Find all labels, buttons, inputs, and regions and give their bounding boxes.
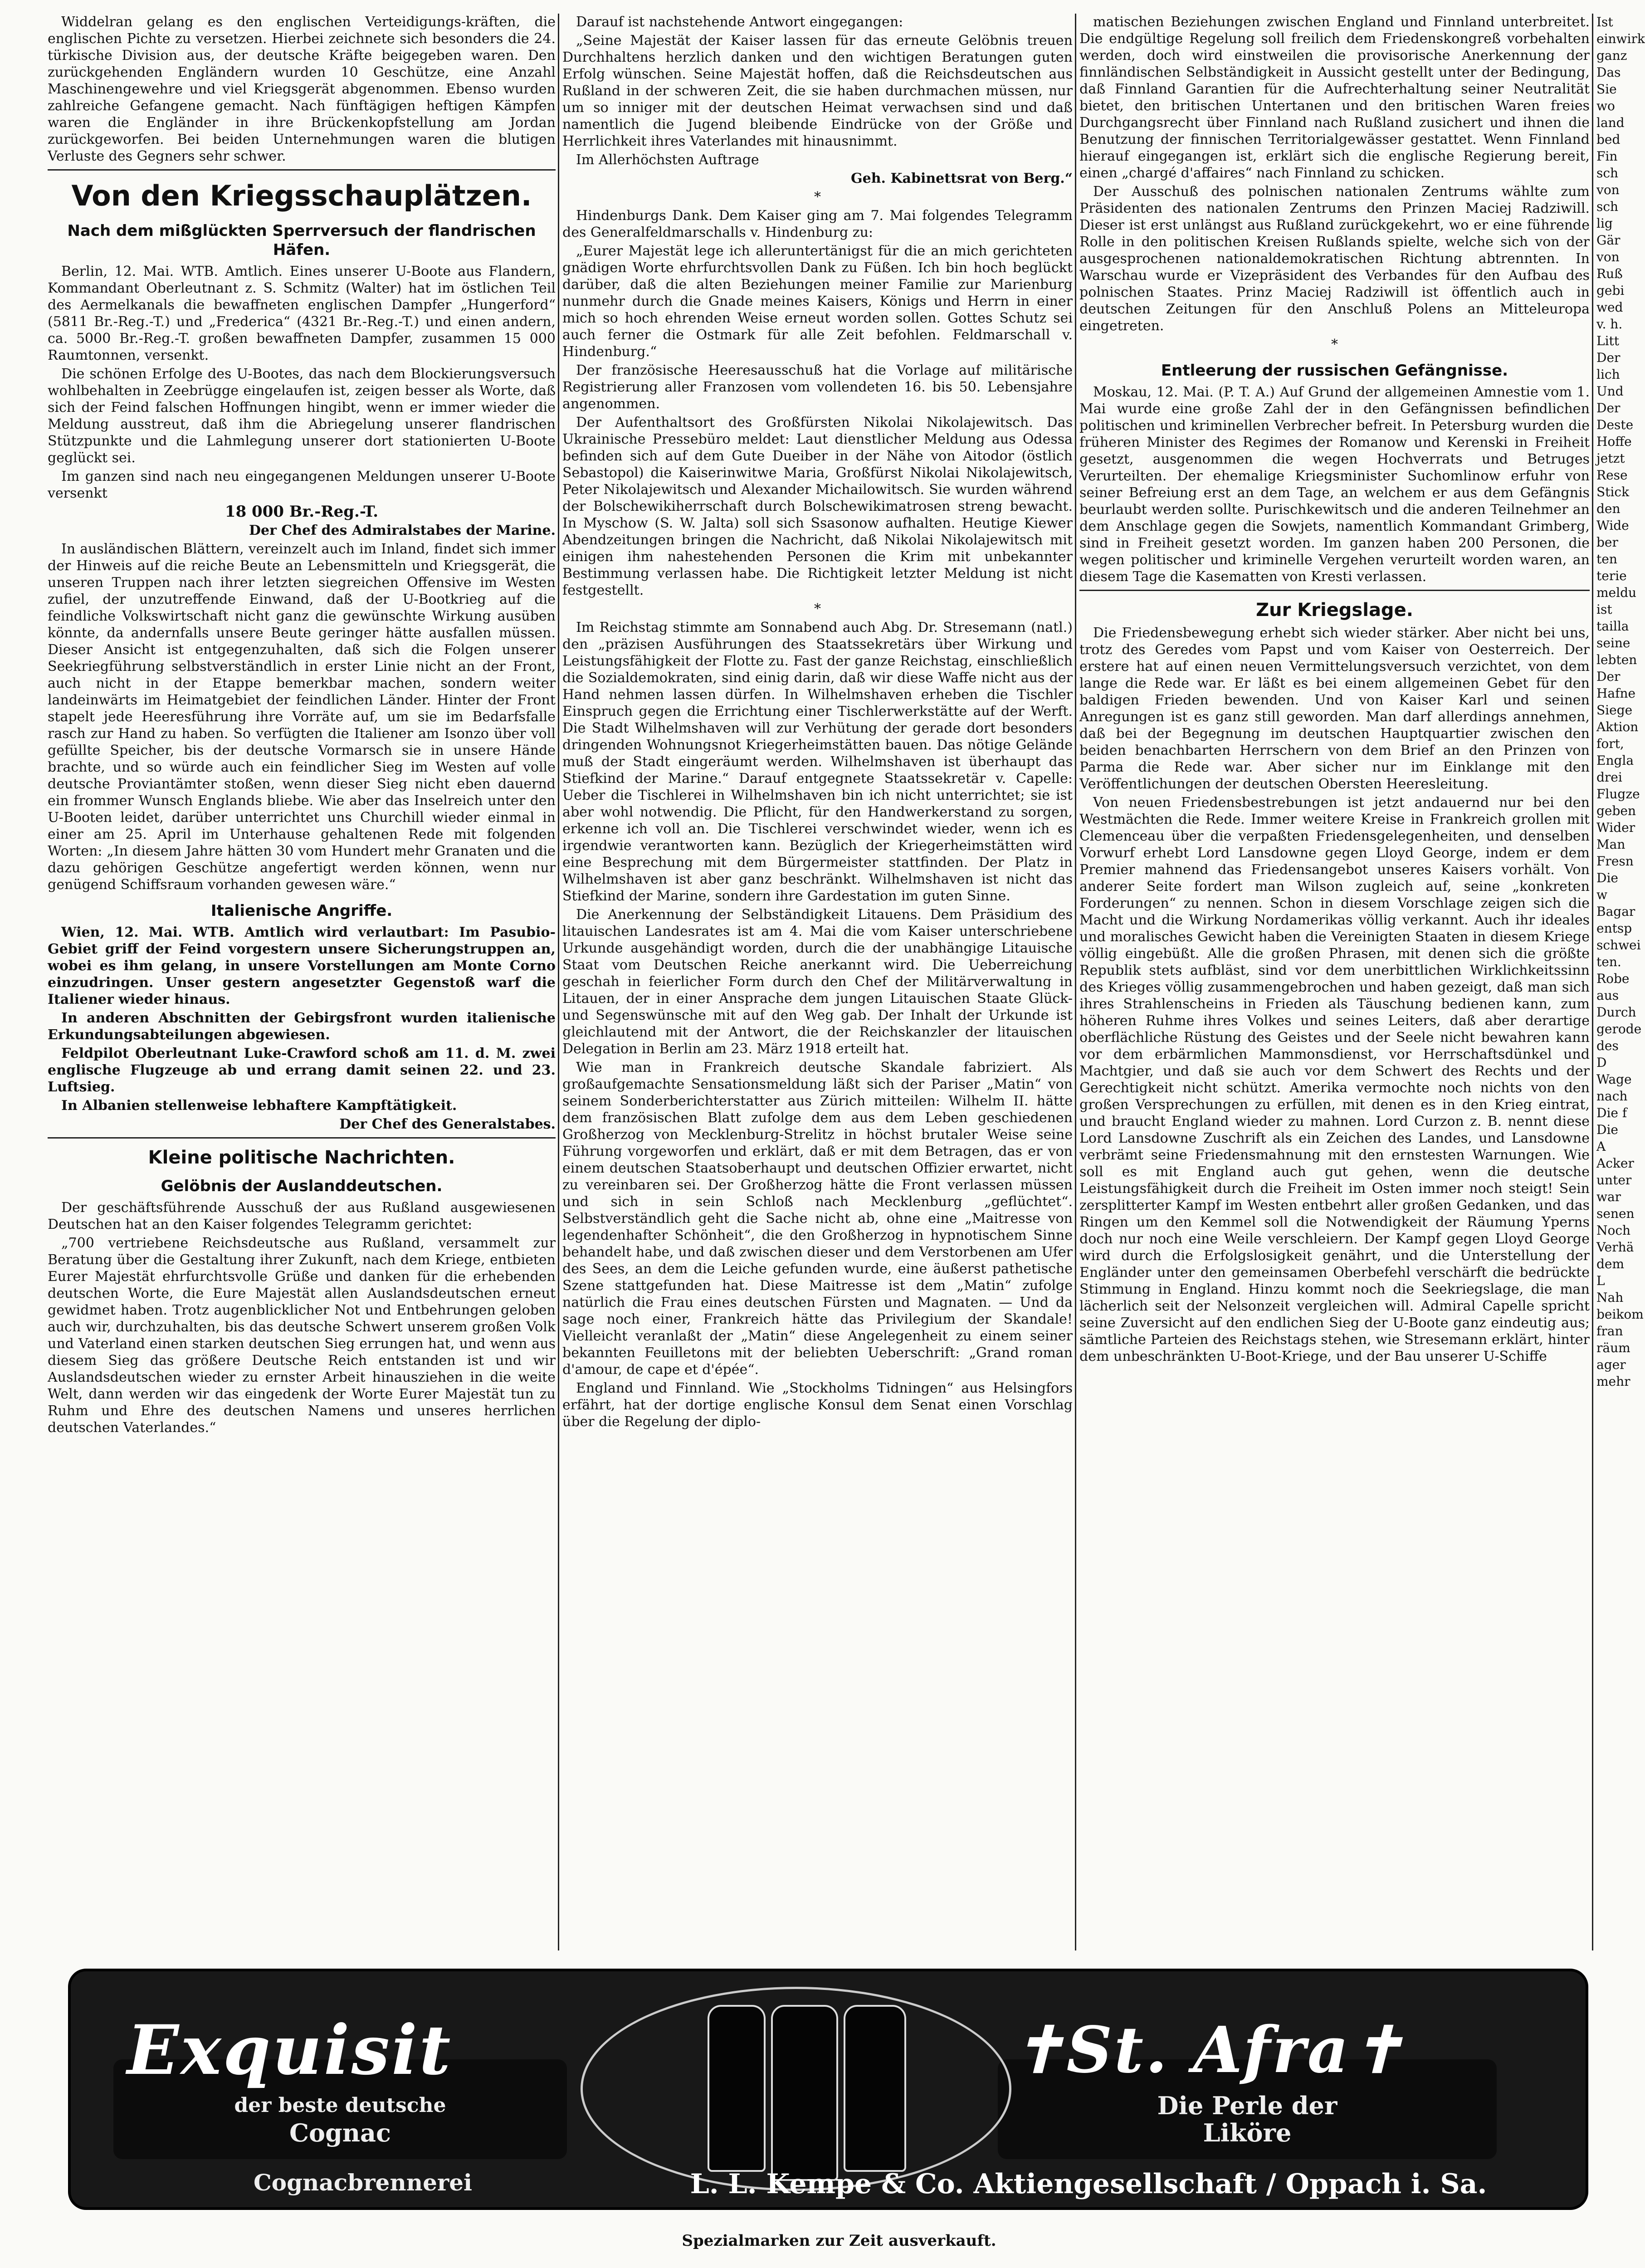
paragraph: Hindenburgs Dank. Dem Kaiser ging am 7. Mai folgendes Telegramm des Generalfeldmarschalls v. Hindenburg zu: <box>562 208 1073 240</box>
paragraph: Wien, 12. Mai. WTB. Amtlich wird verlautbart: Im Pasubio-Gebiet griff der Feind vorgestern unsere Sicherungstruppen an, wobei es ihm gelang, in unsere Vorstellungen am Monte Corno einzudringen. Unser gestern angesetzter Gegenstoß warf die Italiener wieder hinaus. <box>48 924 556 1007</box>
ad-brand-st-afra: ✝St. Afra✝ <box>1011 2013 1406 2087</box>
paragraph: Im ganzen sind nach neu eingegangenen Meldungen unserer U-Boote versenkt <box>48 469 556 501</box>
ad-left-line2: Cognac <box>289 2118 391 2147</box>
separator-star: * <box>1331 337 1338 352</box>
paragraph: In ausländischen Blättern, vereinzelt auch im Inland, findet sich immer der Hinweis auf die reiche Beute an Lebensmitteln und Kriegsgerät, die unseren Truppen nach ihrer letzten siegreichen Offensive im Westen zufiel, der unzutreffende Einwand, daß der U-Bootkrieg auf die feindliche Volkswirtschaft nicht ganz die gewünschte Wirkung ausüben könnte, da andernfalls unsere Beute geringer hätte ausfallen müssen. Dieser Ansicht ist entgegenzuhalten, daß sich die Folgen unserer Seekriegführung selbstverständlich in erster Linie nicht an der Front, auch nicht in der Etappe bemerkbar machen, sondern weiter landeinwärts im Heimatgebiet der feindlichen Länder. Hinter der Front stapelt jede Heeresführung ihre Vorräte auf, um sie im Bedarfsfalle rasch zur Hand zu haben. So verfügten die Italiener am Isonzo über voll gefüllte Speicher, bis der deutsche Vormarsch sie in unsere Hände brachte, und so würde auch ein feindlicher Sieg im Westen auf volle deutsche Proviantämter stoßen, wenn dieser Sieg nicht eben dauernd ein frommer Wunsch Englands bliebe. Wie aber das Inselreich unter den U-Booten leidet, darüber unterrichtet uns Churchill wieder einmal in einer am 25. April im Unterhause gehaltenen Rede mit folgenden Worten: „In diesem Jahre hätten 30 vom Hundert mehr Granaten und die dazu gehörigen Geschütze angefertigt werden können, wenn nur genügend Schiffsraum vorhanden gewesen wäre.“ <box>48 541 556 893</box>
bottle-icon <box>708 2005 766 2172</box>
subheadline-geloebnis: Gelöbnis der Auslanddeutschen. <box>161 1177 443 1195</box>
headline-kriegslage: Zur Kriegslage. <box>1256 600 1413 621</box>
signature: Der Chef des Admiralstabes der Marine. <box>249 523 556 538</box>
paragraph: Die schönen Erfolge des U-Bootes, das nach dem Blockierungsversuch wohlbehalten in Zeebrügge eingelaufen ist, zeigen besser als Worte, daß sich der Feind falschen Hoffnungen hingibt, wenn er immer wieder die Meldung ausstreut, daß ihm die Abriegelung unserer flandrischen Stützpunkte und die Lahmlegung unserer dort stationierten U-Boote geglückt sei. <box>48 366 556 466</box>
column-rule-3 <box>1592 14 1593 1950</box>
paragraph: Im Allerhöchsten Auftrage <box>576 152 759 168</box>
ad-left-line1: der beste deutsche <box>234 2094 446 2117</box>
paragraph: „700 vertriebene Reichsdeutsche aus Rußland, versammelt zur Beratung über die Gestaltung ihrer Zukunft, nach dem Kriege, entbieten Eurer Majestät ehrfurchtsvolle Grüße und danken für die erhebenden deutschen Worte, die Eure Majestät allen Auslandsdeutschen erneut gewidmet haben. Trotz augenblicklicher Not und Entbehrungen geloben auch wir, durchzuhalten, bis das deutsche Schwert unserem großen Volk und Vaterland einen starken deutschen Sieg errungen hat, und wenn aus diesem Sieg das größere Deutsche Reich entstanden ist und wir Auslandsdeutschen wieder zu ernster Arbeit hinausziehen in die weite Welt, dann werden wir das eingedenk der Worte Eurer Majestät tun zu Ruhm und Ehre des deutschen Namens und unseres herrlichen deutschen Vaterlandes.“ <box>48 1235 556 1436</box>
signature: Geh. Kabinettsrat von Berg.“ <box>851 171 1073 186</box>
paragraph: Der französische Heeresausschuß hat die Vorlage auf militärische Registrierung aller Franzosen vom vollendeten 16. bis 50. Lebensjahre angenommen. <box>562 362 1073 412</box>
paragraph: Der geschäftsführende Ausschuß der aus Rußland ausgewiesenen Deutschen hat an den Kaiser folgendes Telegramm gerichtet: <box>48 1200 556 1232</box>
separator-star: * <box>814 601 821 617</box>
ad-brand-exquisit: Exquisit <box>127 2010 453 2090</box>
divider <box>48 169 556 171</box>
paragraph: „Eurer Majestät lege ich alleruntertänigst für die an mich gerichteten gnädigen Worte ehrfurchtsvollen Dank zu Füßen. Ich bin hoch beglückt darüber, daß die alten Beziehungen meiner Familie zur Marienburg nunmehr durch die Gnade meines Kaisers, Königs und Herrn in einer mich so hoch ehrenden Weise erneut worden sollen. Gottes Schutz sei auch ferner die Ostmark für alle Zeit befohlen. Feldmarschall v. Hindenburg.“ <box>562 243 1073 360</box>
separator-star: * <box>814 189 821 205</box>
headline-italienische-angriffe: Italienische Angriffe. <box>210 902 393 920</box>
ad-company-line: L. L. Kempe & Co. Aktiengesellschaft / Oppach i. Sa. <box>690 2168 1487 2200</box>
column-rule-2 <box>1075 14 1076 1950</box>
paragraph: Der Aufenthaltsort des Großfürsten Nikolai Nikolajewitsch. Das Ukrainische Pressebüro meldet: Laut dienstlicher Meldung aus Odessa befinden sich auf dem Gute Dueiber in der Nähe von Aitodor (östlich Sebastopol) die Kaiserinwitwe Maria, Großfürst Nikolai Nikolajewitsch, Peter Nikolajewitsch und Alexander Michailowitsch. Sie wurden während der Bolschewikiherrschaft durch Bolschewikimatrosen streng bewacht. In Myschow (S. W. Jalta) soll sich Ssasonow aufhalten. Heutige Kiewer Abendzeitungen bringen die Nachricht, daß Nikolai Nikolajewitsch mit einigen ihm nahestehenden Personen die Krim mit unbekannter Bestimmung verlassen habe. Die Richtigkeit letzter Meldung ist nicht festgestellt. <box>562 415 1073 598</box>
subheadline-sperrversuch: Nach dem mißglückten Sperrversuch der flandrischen Häfen. <box>67 222 536 259</box>
paragraph: Im Reichstag stimmte am Sonnabend auch Abg. Dr. Stresemann (natl.) den „präzisen Ausführungen des Staatssekretärs über Wirkung und Leistungsfähigkeit der Flotte zu. Fast der ganze Reichstag, einschließlich die Sozialdemokraten, sind einig darin, daß wir diese Waffe nicht aus der Hand nehmen lassen dürfen. In Wilhelmshaven erheben die Tischler Einspruch gegen die Errichtung einer Tischlerwerkstätte auf der Werft. Die Stadt Wilhelmshaven will zur Verhütung der gerade dort besonders dringenden Wohnungsnot Kriegerheimstätten bauen. Das nötige Gelände muß der Stadt eingeräumt werden. Wilhelmshaven ist überhaupt das Stiefkind der Marine.“ Darauf entgegnete Staatssekretär v. Capelle: Ueber die Tischlerei in Wilhelmshaven bin ich nicht unterrichtet; sie ist aber wohl notwendig. Die Pflicht, für den Handwerkerstand zu sorgen, erkenne ich voll an. Die Tischlerei verschwindet wieder, wenn ich es irgendwie verantworten kann. Bezüglich der Kriegerheimstätten wird eine Besprechung mit dem Bürgermeister stattfinden. Der Platz in Wilhelmshaven ist aber ganz beschränkt. Wilhelmshaven ist nicht das Stiefkind der Marine, sondern ihre Gardestation im guten Sinne. <box>562 620 1073 904</box>
article-fragment: Widdelran gelang es den englischen Verteidigungs-kräften, die englischen Pichte zu versetzen. Hierbei zeichnete sich besonders die 24. türkische Division aus, der deutsche Kräfte beigegeben waren. Den zurückgehenden Engländern wurden 10 Geschütze, eine Anzahl Maschinengewehre und viel Kriegsgerät abgenommen. Ebenso wurden zahlreiche Gefangene gemacht. Nach fünftägigen heftigen Kämpfen waren die Engländer in ihre Brückenkopfstellung am Jordan zurückgeworfen. Bei beiden Unternehmungen waren die blutigen Verluste des Gegners sehr schwer. <box>48 14 556 164</box>
divider <box>1079 590 1590 591</box>
column-3 <box>1079 14 1590 1367</box>
paragraph: „Seine Majestät der Kaiser lassen für das erneute Gelöbnis treuen Durchhaltens herzlich danken und den wichtigen Beratungen guten Erfolg wünschen. Seine Majestät hoffen, daß die Reichsdeutschen aus Rußland in der schweren Zeit, die sie haben durchmachen müssen, nur um so inniger mit der deutschen Heimat verwachsen sind und daß namentlich die Jugend bleibende Eindrücke von der Größe und Herrlichkeit ihres Vaterlandes mit hinausnimmt. <box>562 33 1073 149</box>
paragraph: Der Ausschuß des polnischen nationalen Zentrums wählte zum Präsidenten des nationalen Zentrums den Prinzen Maciej Radziwill. Dieser ist erst unlängst aus Rußland zurückgekehrt, wo er eine führende Rolle in den politischen Kreisen Rußlands spielte, welche sich von der ausgesprochenen nationaldemokratischen Richtung abtrennten. In Warschau wurde er Vizepräsident des Verbandes für den Aufbau des polnischen Staates. Prinz Maciej Radziwill ist öffentlich auch in deutschen Zeitungen für den Anschluß Polens an Mitteleuropa eingetreten. <box>1079 184 1590 334</box>
footnote-sold-out: Spezialmarken zur Zeit ausverkauft. <box>682 2232 996 2250</box>
column-4-cropped <box>1596 14 1645 1392</box>
paragraph: In anderen Abschnitten der Gebirgsfront wurden italienische Erkundungsabteilungen abgewiesen. <box>48 1010 556 1043</box>
paragraph: Darauf ist nachstehende Antwort eingegangen: <box>576 14 903 30</box>
headline-kriegsschauplaetze: Von den Kriegsschauplätzen. <box>71 179 532 212</box>
paragraph: Die Anerkennung der Selbständigkeit Litauens. Dem Präsidium des litauischen Landesrates ist am 4. Mai die vom Kaiser unterschriebene Urkunde ausgehändigt worden, durch die der unabhängige Litauische Staat vom Deutschen Reiche anerkannt wird. Die Ueberreichung geschah in feierlicher Form durch den Chef der Militärverwaltung in Litauen, der in einer Ansprache dem jungen Litauischen Staate Glück- und Segenswünsche mit auf den Weg gab. Der Inhalt der Urkunde ist gleichlautend mit der Antwort, die der Reichskanzler der litauischen Delegation in Berlin am 23. März 1918 erteilt hat. <box>562 907 1073 1057</box>
paragraph: England und Finnland. Wie „Stockholms Tidningen“ aus Helsingfors erfährt, hat der dortige englische Konsul dem Senat einen Vorschlag über die Regelung der diplo- <box>562 1380 1073 1430</box>
column-1 <box>48 14 556 1438</box>
column-rule-1 <box>558 14 559 1950</box>
tonnage-total: 18 000 Br.-Reg.-T. <box>225 503 379 521</box>
paragraph: Feldpilot Oberleutnant Luke-Crawford schoß am 11. d. M. zwei englische Flugzeuge ab und errang damit seinen 22. und 23. Luftsieg. <box>48 1046 556 1095</box>
paragraph: matischen Beziehungen zwischen England und Finnland unterbreitet. Die endgültige Regelung soll freilich dem Friedenskongreß vorbehalten werden, doch wird einstweilen die provisorische Anerkennung der finnländischen Selbständigkeit in Aussicht gestellt unter der Bedingung, daß Finnland Garantien für die Aufrechterhaltung seiner Neutralität bietet, den britischen Untertanen und den britischen Waren freies Durchgangsrecht über Finnland nach Rußland zusichert und ihnen die Benutzung der finnischen Territorialgewässer gestattet. Wenn Finnland hierauf eingegangen ist, erklärt sich die englische Regierung bereit, einen „chargé d'affaires“ nach Finnland zu schicken. <box>1079 14 1590 181</box>
ad-right-line2: Liköre <box>1203 2118 1292 2147</box>
bottle-icon <box>771 2005 838 2181</box>
bottle-icon <box>844 2005 906 2172</box>
ad-right-line1: Die Perle der <box>1157 2091 1337 2120</box>
column-2 <box>562 14 1073 1432</box>
paragraph: Moskau, 12. Mai. (P. T. A.) Auf Grund der allgemeinen Amnestie vom 1. Mai wurde eine große Zahl der in den Gefängnissen befindlichen politischen und kriminellen Verbrecher befreit. In Petersburg wurden die früheren Minister des Regimes der Romanow und Kerenski in Freiheit gesetzt, ausgenommen die wegen Hochverrats und Betruges Verurteilten. Der ehemalige Kriegsminister Suchomlinow erfuhr von seiner Befreiung erst an dem Tage, an welchem er aus dem Gefängnis beurlaubt werden sollte. Purischkewitsch und die anderen Teilnehmer an dem Anschlage gegen die Sowjets, namentlich Kommandant Grimberg, sind in Freiheit gesetzt worden. Im ganzen haben 200 Personen, die wegen politischer und kriminelle Vergehen verurteilt worden waren, an diesem Tage die Kasematten von Kresti verlassen. <box>1079 384 1590 585</box>
paragraph: Die Friedensbewegung erhebt sich wieder stärker. Aber nicht bei uns, trotz des Geredes vom Papst und vom Kaiser von Oesterreich. Der erstere hat auf einen neuen Vermittelungsversuch verzichtet, von dem lange die Rede war. Er läßt es bei einem allgemeinen Gebet für den baldigen Frieden bewenden. Und von Kaiser Karl und seinen Anregungen ist es ganz still geworden. Man darf allerdings annehmen, daß bei der Begegnung im deutschen Hauptquartier zwischen den beiden benachbarten Herrschern von dem Brief an den Prinzen von Parma die Rede war. Aber sicher nur im Einklange mit den Veröffentlichungen der deutschen Obersten Heeresleitung. <box>1079 625 1590 792</box>
paragraph: Wie man in Frankreich deutsche Skandale fabriziert. Als großaufgemachte Sensationsmeldung läßt sich der Pariser „Matin“ von seinem Sonderberichterstatter aus Zürich mitteilen: Wilhelm II. hätte dem französischen Blatt zufolge dem aus dem Leben geschiedenen Großherzog von Mecklenburg-Strelitz in höchst brutaler Weise seine Führung vorgeworfen und erklärt, daß er mit dem Betragen, das er von einem deutschen Staatsoberhaupt und deutschen Offizier erwartet, nicht zu vereinbaren sei. Der Großherzog hätte die Front verlassen müssen und sich in sein Schloß nach Mecklenburg „geflüchtet“. Selbstverständlich geht die Sache nicht ab, ohne eine „Maitresse von legendenhafter Schönheit“, die den Großherzog in hypnotischem Sinne behandelt habe, und daß zwischen dieser und dem Verstorbenen am Ufer des Sees, an dem die Leiche gefunden wurde, eine äußerst pathetische Szene stattgefunden hat. Diese Maitresse ist dem „Matin“ zufolge natürlich die Frau eines deutschen Fürsten und Magnaten. — Und da sage noch einer, Frankreich hätte das Privilegium der Skandale! Vielleicht veranlaßt der „Matin“ diese Angelegenheit zu einem seiner bekannten Feuilletons mit der beliebten Ueberschrift: „Grand roman d'amour, de cape et d'épée“. <box>562 1060 1073 1378</box>
paragraph: Berlin, 12. Mai. WTB. Amtlich. Eines unserer U-Boote aus Flandern, Kommandant Oberleutnant z. S. Schmitz (Walter) hat im östlichen Teil des Aermelkanals die bewaffneten englischen Dampfer „Hungerford“ (5811 Br.-Reg.-T.) und „Frederica“ (4321 Br.-Reg.-T.) und einen andern, ca. 5000 Br.-Reg.-T. großen bewaffneten Dampfer, zusammen 15 000 Raumtonnen, versenkt. <box>48 264 556 363</box>
cropped-text: Ist einwirk ganz Das Sie wo land bed Fin sch von sch lig Gär von Ruß gebi wed v. h. Litt Der lich Und Der Deste Hoffe jetzt Rese Stick den Wide ber ten terie meldu ist tailla seine lebten Der Hafne Siege Aktion fort, Engla drei Flugze geben Wider Man Fresn Die w Bagar entsp schwei ten. Robe aus Durch gerode des D Wage nach Die f Die A Acker unter war senen Noch Verhä dem L Nah beikom fran räum ager mehr <box>1596 15 1645 1389</box>
paragraph: In Albanien stellenweise lebhaftere Kampftätigkeit. <box>61 1098 457 1114</box>
paragraph: Von neuen Friedensbestrebungen ist jetzt andauernd nur bei den Westmächten die Rede. Immer weitere Kreise in Frankreich grollen mit Clemenceau über die verpaßten Friedensgelegenheiten, und denselben Vorwurf erhebt Lord Lansdowne gegen Lloyd George, indem er dem Premier mahnend das Friedensangebot unseres Kaisers vorhält. Von anderer Seite fordert man Wilson zugleich auf, seine „konkreten Forderungen“ zu nennen. Schon in diesem Vorschlage zeigen sich die Macht und die Wirkung Nordamerikas völlig verkannt. Auch ihr ideales und moralisches Gewicht haben die Vereinigten Staaten in diesem Kriege völlig eingebüßt. Alle die großen Phrasen, mit denen sich die größte Republik stets aufbläst, sind vor dem unerbittlichen Wirklichkeitssinn des Krieges völlig zusammengebrochen und haben gezeigt, daß man sich ihres Strahlenscheins in Frieden als Täuschung bedienen kann, zum höheren Ruhme ihres Volkes und seines Leiters, daß aber derartige oberflächliche Rüstung des Geistes und der Seele nicht bewahren kann vor dem erbärmlichen Mammonsdienst, vor Herrschaftsdünkel und Machtgier, und daß sie auch vor dem Schwert des Rechts und der Gerechtigkeit nicht schützt. Amerika vermochte noch nichts von den großen Versprechungen zu erfüllen, mit denen es in den Krieg eintrat, und braucht England wieder zu mahnen. Lord Curzon z. B. nennt diese Lord Lansdowne Zuschrift als ein Zeichen des Landes, und Lansdowne verbrämt seine Friedensmahnung mit den ernstesten Warnungen. Wie soll es mit England auch gut gehen, wenn die deutsche Leistungsfähigkeit durch die Freiheit im Osten immer noch steigt! Sein zersplitterter Kampf im Westen entbehrt aller großen Gedanken, und das Ringen um den Kemmel soll die Notwendigkeit der Räumung Yperns doch nur noch eine Weile verschleiern. Der Kampf gegen Lloyd George wird durch die Erfolgslosigkeit genährt, und die Unterstellung der Engländer unter den gemeinsamen Oberbefehl verschärft die bedrückte Stimmung in England. Hinzu kommt noch die Seekriegslage, die man lächerlich seit der Nelsonzeit vergleichen will. Admiral Capelle spricht seine Zuversicht auf den endlichen Sieg der U-Boote ganz eindeutig aus; sämtliche Parteien des Reichstags stehen, wie Stresemann erklärt, hinter dem unbeschränkten U-Boot-Kriege, und der Bau unserer U-Schiffe <box>1079 795 1590 1364</box>
ad-left-line3: Cognacbrennerei <box>253 2169 473 2196</box>
signature: Der Chef des Generalstabes. <box>339 1116 556 1132</box>
divider <box>48 1137 556 1139</box>
headline-gefaengnisse: Entleerung der russischen Gefängnisse. <box>1161 362 1508 380</box>
headline-kleine-nachrichten: Kleine politische Nachrichten. <box>148 1147 455 1168</box>
